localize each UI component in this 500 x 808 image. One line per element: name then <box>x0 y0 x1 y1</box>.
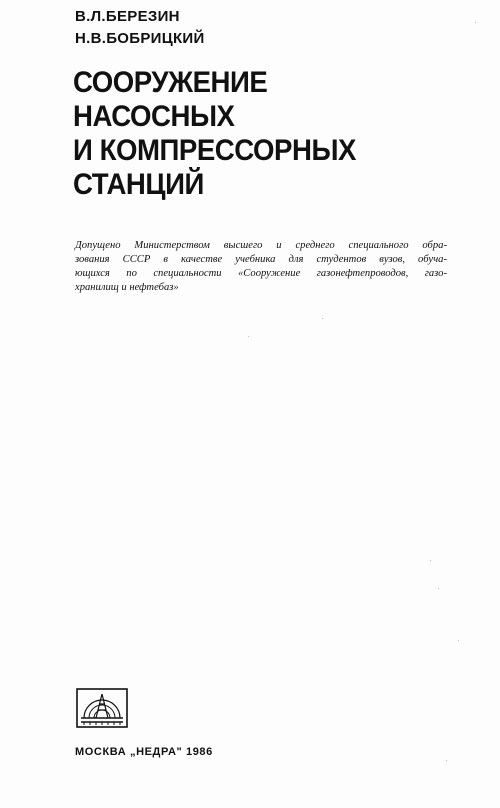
scan-speck <box>475 22 476 23</box>
scan-speck <box>458 640 459 641</box>
approval-line-3: ющихся по специальности «Сооружение газонефтепроводов, газо- <box>75 268 447 279</box>
title-line-4: СТАНЦИЙ <box>73 168 204 201</box>
publisher-emblem-icon <box>76 688 128 728</box>
scan-speck <box>248 336 249 337</box>
author-1: В.Л.БЕРЕЗИН <box>75 8 180 25</box>
author-2: Н.В.БОБРИЦКИЙ <box>75 30 205 47</box>
title-line-2: НАСОСНЫХ <box>73 100 235 133</box>
book-title <box>73 66 356 202</box>
scan-speck <box>446 760 447 761</box>
title-line-1: СООРУЖЕНИЕ <box>73 66 268 99</box>
scan-speck <box>438 588 439 589</box>
scan-speck <box>430 560 431 561</box>
authors-block <box>75 6 205 50</box>
approval-line-1: Допущено Министерством высшего и среднего специального обра- <box>75 240 447 251</box>
publisher-imprint: МОСКВА „НЕДРА" 1986 <box>75 746 213 758</box>
approval-line-2: зования СССР в качестве учебника для студентов вузов, обуча- <box>75 254 447 265</box>
title-line-3: И КОМПРЕССОРНЫХ <box>73 134 356 167</box>
scan-speck <box>322 318 323 319</box>
approval-note <box>75 239 447 295</box>
approval-line-4: хранилищ и нефтебаз» <box>75 282 179 293</box>
